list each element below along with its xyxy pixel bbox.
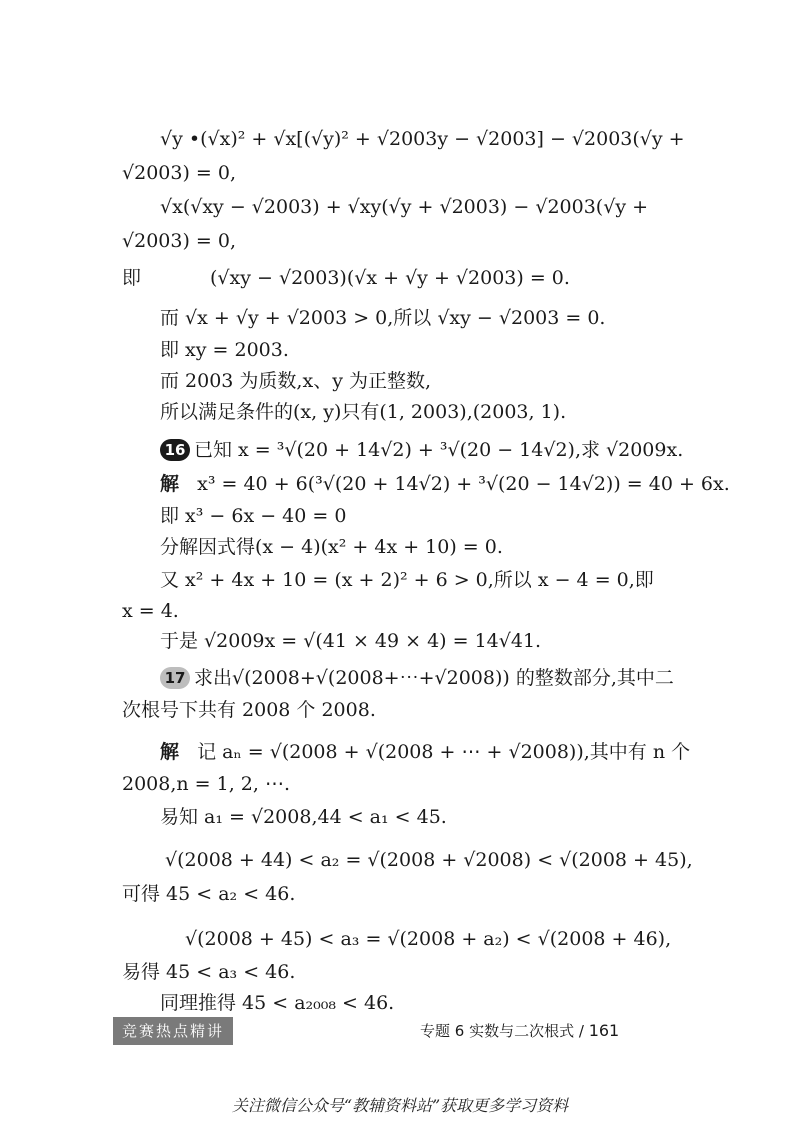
- equation-line: √(2008 + 44) < a₂ = √(2008 + √2008) < √(2008 + 45),: [165, 849, 693, 871]
- equation-line: √y •(√x)² + √x[(√y)² + √2003y − √2003] − √2003(√y +: [160, 128, 685, 150]
- section-tag: 竞赛热点精讲: [113, 1017, 233, 1045]
- solution-line: [160, 738, 690, 766]
- problem-number-badge: 17: [160, 667, 190, 689]
- text-line: 同理推得 45 < a₂₀₀₈ < 46.: [160, 992, 395, 1014]
- equation-line: (√xy − √2003)(√x + √y + √2003) = 0.: [210, 267, 570, 289]
- solution-text: x³ = 40 + 6(³√(20 + 14√2) + ³√(20 − 14√2)) = 40 + 6x.: [197, 473, 730, 495]
- solution-text: 记 aₙ = √(2008 + √(2008 + ⋯ + √2008)),其中有 n 个: [197, 741, 691, 763]
- running-footer: [420, 1017, 619, 1045]
- equation-line: √(2008 + 45) < a₃ = √(2008 + a₂) < √(2008 + 46),: [185, 928, 672, 950]
- text-line: 2008,n = 1, 2, ⋯.: [122, 773, 291, 795]
- problem-17: [160, 664, 674, 692]
- text-line: 即 x³ − 6x − 40 = 0: [160, 505, 347, 527]
- equation-line: √2003) = 0,: [122, 162, 236, 184]
- text-line: 所以满足条件的(x, y)只有(1, 2003),(2003, 1).: [160, 401, 567, 423]
- problem-text: 已知 x = ³√(20 + 14√2) + ³√(20 − 14√2),求 √2009x.: [194, 439, 684, 461]
- text-line: 次根号下共有 2008 个 2008.: [122, 699, 376, 721]
- text-line: x = 4.: [122, 600, 179, 622]
- text-line: 而 2003 为质数,x、y 为正整数,: [160, 370, 432, 392]
- text-line: 又 x² + 4x + 10 = (x + 2)² + 6 > 0,所以 x − 4 = 0,即: [160, 569, 654, 591]
- text-line: 即 xy = 2003.: [160, 339, 289, 361]
- equation-line: √2003) = 0,: [122, 230, 236, 252]
- promo-note: 关注微信公众号“教辅资料站”获取更多学习资料: [231, 1096, 569, 1115]
- solution-line: [160, 470, 730, 498]
- text-line: 于是 √2009x = √(41 × 49 × 4) = 14√41.: [160, 630, 542, 652]
- equation-line: √x(√xy − √2003) + √xy(√y + √2003) − √2003(√y +: [160, 196, 649, 218]
- problem-16: [160, 436, 683, 464]
- text-line: 可得 45 < a₂ < 46.: [122, 883, 296, 905]
- text-line: 分解因式得(x − 4)(x² + 4x + 10) = 0.: [160, 536, 503, 558]
- text-prefix: 即: [122, 267, 142, 289]
- solution-label: 解: [160, 741, 180, 763]
- text-line: 易得 45 < a₃ < 46.: [122, 961, 296, 983]
- problem-text: 求出√(2008+√(2008+⋯+√2008)) 的整数部分,其中二: [194, 667, 674, 689]
- solution-label: 解: [160, 473, 180, 495]
- text-line: 易知 a₁ = √2008,44 < a₁ < 45.: [160, 806, 447, 828]
- page-number: 161: [588, 1021, 620, 1040]
- chapter-title: 专题 6 实数与二次根式 /: [420, 1022, 584, 1040]
- text-line: 而 √x + √y + √2003 > 0,所以 √xy − √2003 = 0.: [160, 307, 606, 329]
- problem-number-badge: 16: [160, 439, 190, 461]
